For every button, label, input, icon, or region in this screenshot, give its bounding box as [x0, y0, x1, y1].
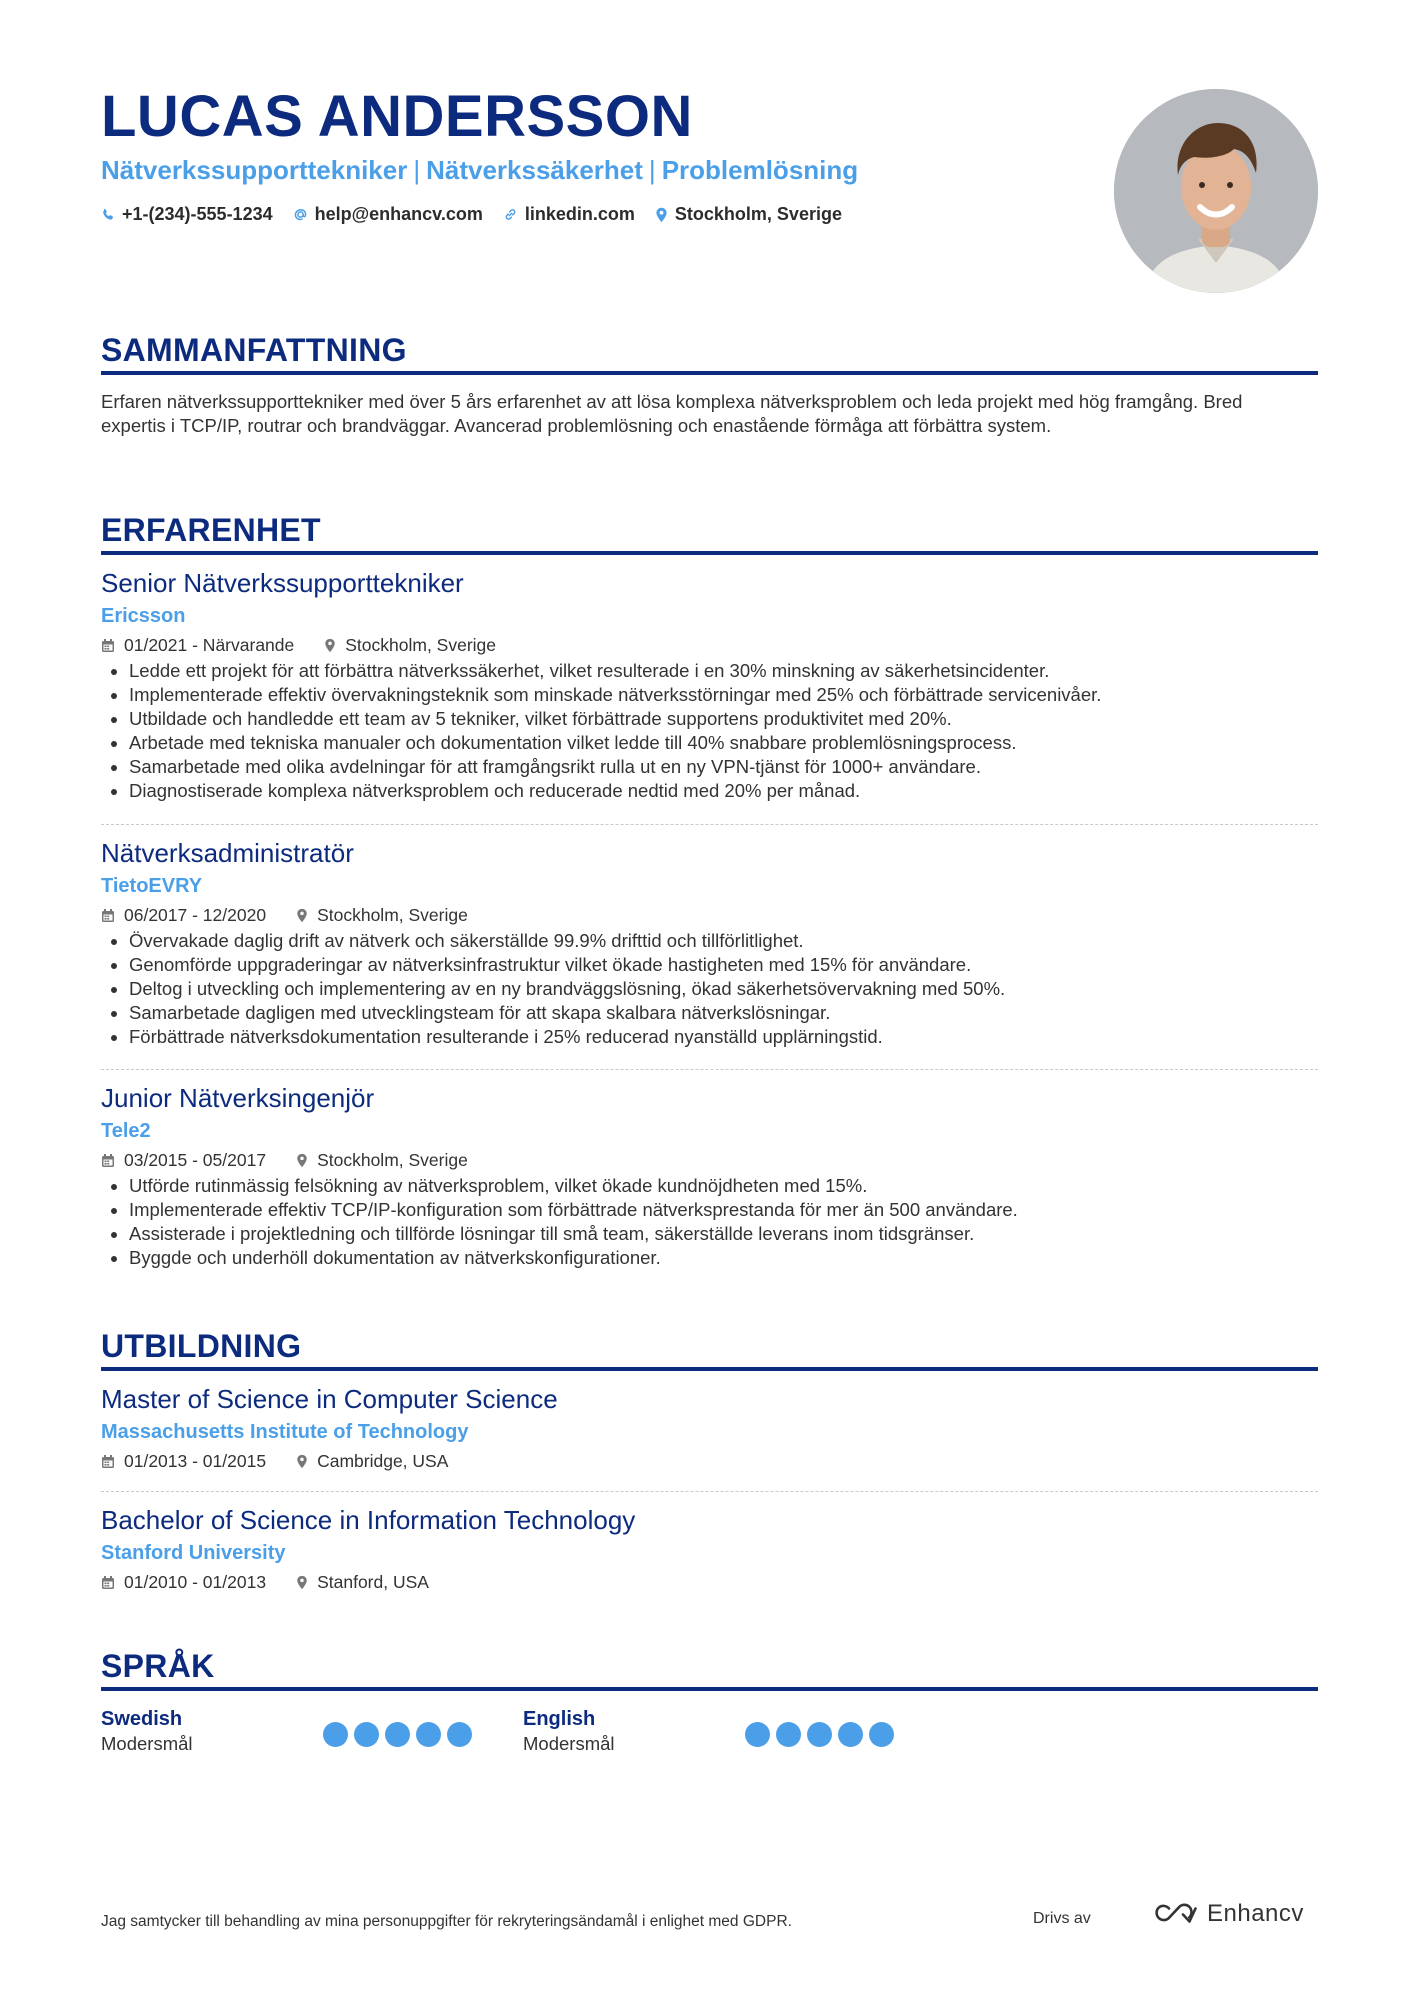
experience-heading: ERFARENHET: [101, 512, 321, 548]
education-meta: [101, 1570, 1318, 1594]
job-location: [296, 903, 468, 927]
language-rating: [745, 1722, 900, 1747]
rating-dot: [385, 1722, 410, 1747]
summary-text: Erfaren nätverkssupporttekniker med över 5 års erfarenhet av att lösa komplexa nätverksproblem och leda projekt med hög framgång. Bred expertis i TCP/IP, routrar och brandväggar. Avancerad problemlösning och enastående förmåga att förbättra system.: [101, 391, 1243, 436]
achievement-item: Utbildade och handledde ett team av 5 tekniker, vilket förbättrade supportens produktivitet med 20%.: [101, 707, 1318, 731]
headline-title-1: Nätverkssupporttekniker: [101, 155, 408, 185]
entry-divider: [101, 1491, 1318, 1492]
achievement-item: Samarbetade med olika avdelningar för att framgångsrikt rulla ut en ny VPN-tjänst för 1000+ användare.: [101, 755, 1318, 779]
contact-bar: [101, 204, 862, 225]
enhancv-logo-icon: [1153, 1902, 1197, 1926]
education-divider: [101, 1367, 1318, 1371]
education-dates: [101, 1570, 266, 1594]
calendar-icon: [101, 1575, 115, 1590]
contact-phone[interactable]: [101, 204, 273, 225]
headline-title-2: Nätverkssäkerhet: [426, 155, 643, 185]
achievement-item: Förbättrade nätverksdokumentation resulterande i 25% reducerad nyanställd upplärningstid.: [101, 1025, 1318, 1049]
job-title: Nätverksadministratör: [101, 838, 354, 868]
job-dates: [101, 633, 294, 657]
achievement-item: Implementerade effektiv TCP/IP-konfiguration som förbättrade nätverksprestanda för mer än 500 användare.: [101, 1198, 1318, 1222]
job-achievements: [101, 1174, 1318, 1270]
map-pin-icon: [655, 207, 668, 223]
phone-icon: [101, 208, 115, 222]
achievement-item: Ledde ett projekt för att förbättra nätverkssäkerhet, vilket resulterade i en 30% minskning av säkerhetsincidenter.: [101, 659, 1318, 683]
language-name: English: [523, 1708, 596, 1730]
language-item: [523, 1706, 923, 1756]
achievement-item: Arbetade med tekniska manualer och dokumentation vilket ledde till 40% snabbare problemlösningsprocess.: [101, 731, 1318, 755]
education-heading: UTBILDNING: [101, 1328, 302, 1364]
headline-separator: |: [648, 155, 656, 185]
languages-divider: [101, 1687, 1318, 1691]
degree-title: Master of Science in Computer Science: [101, 1384, 558, 1414]
powered-by-label: Drivs av: [1033, 1910, 1091, 1927]
map-pin-icon: [296, 1153, 308, 1168]
company-name: Tele2: [101, 1120, 151, 1142]
rating-dot: [354, 1722, 379, 1747]
rating-dot: [745, 1722, 770, 1747]
linkedin-text: linkedin.com: [524, 204, 635, 224]
job-dates: [101, 1148, 266, 1172]
education-location-text: Cambridge, USA: [317, 1451, 449, 1471]
achievement-item: Samarbetade dagligen med utvecklingsteam för att skapa skalbara nätverkslösningar.: [101, 1001, 1318, 1025]
education-location: [296, 1449, 448, 1473]
education-meta: [101, 1449, 1318, 1473]
experience-divider: [101, 551, 1318, 555]
job-title: Senior Nätverkssupporttekniker: [101, 568, 464, 598]
school-name: Stanford University: [101, 1542, 286, 1564]
resume-page: [101, 0, 1318, 1995]
achievement-item: Övervakade daglig drift av nätverk och säkerställde 99.9% drifttid och tillförlitlighet.: [101, 929, 1318, 953]
calendar-icon: [101, 638, 115, 653]
job-meta: [101, 633, 1318, 657]
school-name: Massachusetts Institute of Technology: [101, 1421, 469, 1443]
job-location: [296, 1148, 468, 1172]
education-dates-text: 01/2010 - 01/2013: [124, 1572, 267, 1592]
education-location-text: Stanford, USA: [317, 1572, 429, 1592]
achievement-item: Utförde rutinmässig felsökning av nätverksproblem, vilket ökade kundnöjdheten med 15%.: [101, 1174, 1318, 1198]
job-meta: [101, 1148, 1318, 1172]
job-dates-text: 03/2015 - 05/2017: [124, 1150, 267, 1170]
degree-title: Bachelor of Science in Information Technology: [101, 1505, 636, 1535]
link-icon: [503, 207, 518, 222]
calendar-icon: [101, 908, 115, 923]
company-name: TietoEVRY: [101, 875, 203, 897]
achievement-item: Diagnostiserade komplexa nätverksproblem och reducerade nedtid med 20% per månad.: [101, 779, 1318, 803]
headline-title-3: Problemlösning: [661, 155, 859, 185]
language-item: [101, 1706, 501, 1756]
calendar-icon: [101, 1454, 115, 1469]
achievement-item: Assisterade i projektledning och tillförde lösningar till små team, säkerställde leverans inom tidsgränser.: [101, 1222, 1318, 1246]
job-achievements: [101, 659, 1318, 803]
email-text: help@enhancv.com: [314, 204, 483, 224]
brand-logo[interactable]: [1153, 1899, 1304, 1929]
map-pin-icon: [296, 908, 308, 923]
languages-heading: SPRÅK: [101, 1648, 215, 1684]
education-dates: [101, 1449, 266, 1473]
headline-titles: [101, 153, 858, 187]
map-pin-icon: [296, 1454, 308, 1469]
language-name: Swedish: [101, 1708, 183, 1730]
language-rating: [323, 1722, 478, 1747]
entry-divider: [101, 1069, 1318, 1070]
experience-entry: [101, 837, 1318, 1049]
calendar-icon: [101, 1153, 115, 1168]
experience-entry: [101, 1082, 1318, 1270]
job-location-text: Stockholm, Sverige: [345, 635, 497, 655]
candidate-name: LUCAS ANDERSSON: [101, 84, 693, 149]
profile-photo: [1114, 89, 1318, 293]
education-dates-text: 01/2013 - 01/2015: [124, 1451, 267, 1471]
experience-entry: [101, 567, 1318, 803]
contact-linkedin[interactable]: [503, 204, 635, 225]
education-location: [296, 1570, 429, 1594]
achievement-item: Deltog i utveckling och implementering av en ny brandväggslösning, ökad säkerhetsövervakning med 50%.: [101, 977, 1318, 1001]
entry-divider: [101, 824, 1318, 825]
location-text: Stockholm, Sverige: [674, 204, 842, 224]
contact-location: [655, 204, 842, 225]
job-location: [324, 633, 496, 657]
rating-dot: [807, 1722, 832, 1747]
job-achievements: [101, 929, 1318, 1049]
job-title: Junior Nätverksingenjör: [101, 1083, 375, 1113]
gdpr-consent: Jag samtycker till behandling av mina personuppgifter för rekryteringsändamål i enlighet med GDPR.: [101, 1913, 792, 1930]
job-dates: [101, 903, 266, 927]
achievement-item: Byggde och underhöll dokumentation av nätverkskonfigurationer.: [101, 1246, 1318, 1270]
job-meta: [101, 903, 1318, 927]
language-level: Modersmål: [523, 1733, 615, 1754]
rating-dot: [838, 1722, 863, 1747]
job-location-text: Stockholm, Sverige: [317, 1150, 468, 1170]
rating-dot: [447, 1722, 472, 1747]
rating-dot: [323, 1722, 348, 1747]
job-dates-text: 06/2017 - 12/2020: [124, 905, 267, 925]
achievement-item: Implementerade effektiv övervakningsteknik som minskade nätverksstörningar med 25% och förbättrade servicenivåer.: [101, 683, 1318, 707]
language-level: Modersmål: [101, 1733, 193, 1754]
summary-divider: [101, 371, 1318, 375]
headline-separator: |: [413, 155, 421, 185]
brand-name: Enhancv: [1207, 1900, 1304, 1927]
rating-dot: [869, 1722, 894, 1747]
job-location-text: Stockholm, Sverige: [317, 905, 468, 925]
at-icon: [293, 207, 308, 222]
avatar-illustration: [1114, 89, 1318, 293]
education-entry: [101, 1383, 1318, 1473]
map-pin-icon: [324, 638, 336, 653]
rating-dot: [776, 1722, 801, 1747]
map-pin-icon: [296, 1575, 308, 1590]
company-name: Ericsson: [101, 605, 186, 627]
phone-text: +1-(234)-555-1234: [122, 204, 273, 224]
rating-dot: [416, 1722, 441, 1747]
summary-heading: SAMMANFATTNING: [101, 332, 407, 368]
contact-email[interactable]: [293, 204, 483, 225]
job-dates-text: 01/2021 - Närvarande: [124, 635, 295, 655]
achievement-item: Genomförde uppgraderingar av nätverksinfrastruktur vilket ökade hastigheten med 15% för användare.: [101, 953, 1318, 977]
education-entry: [101, 1504, 1318, 1594]
